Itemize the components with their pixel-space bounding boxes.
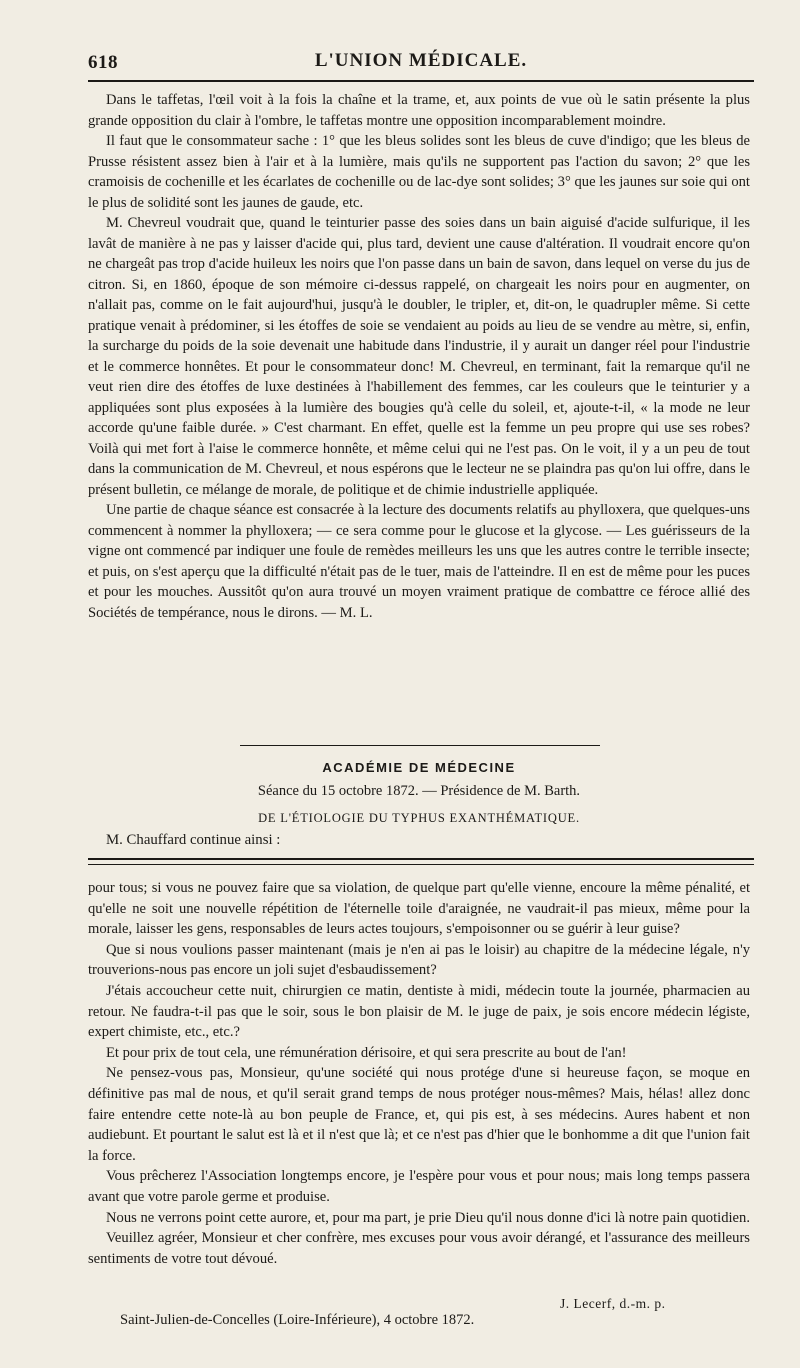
place-date: Saint-Julien-de-Concelles (Loire-Inférieure), 4 octobre 1872. (120, 1312, 475, 1328)
letter-paragraph: J'étais accoucheur cette nuit, chirurgien ce matin, dentiste à midi, médecin toute la journée, pharmacien au retour. Ne faudra-t-il pas que le soir, sous le bon plaisir de M. le juge de paix, je sois encore médecin légiste, expert chimiste, etc., etc.? (88, 982, 750, 1041)
letter-paragraph: Veuillez agréer, Monsieur et cher confrère, mes excuses pour vous avoir dérangé, et l'assurance des meilleurs sentiments de votre tout dévoué. (88, 1230, 750, 1267)
feuilleton-rule-bottom (88, 864, 754, 865)
speaker-line: M. Chauffard continue ainsi : (106, 832, 281, 848)
letter-paragraph: Que si nous voulions passer maintenant (mais je n'en ai pas le loisir) au chapitre de la médecine légale, n'y trouverions-nous pas encore un joli sujet d'esbaudissement? (88, 941, 750, 979)
letter-paragraph: pour tous; si vous ne pouvez faire que sa violation, de quelque part qu'elle vienne, encoure la même pénalité, et qu'elle ne soit une nouvelle répétition de l'éternelle toile d'araignée, ne vaudrait-il pas mieux, même pour la morale, laisser les gens, responsables de leurs actes toujours, s'empoisonner ou se guérir à leur guise? (88, 880, 750, 938)
header-rule (88, 80, 754, 82)
paragraph-consumer: Il faut que le consommateur sache : 1° que les bleus solides sont les bleus de cuve d'indigo; que les bleus de Prusse résistent assez bien à l'air et à la lumière, mais qu'ils ne supportent pas l'action du savon; 2° que les cramoisis de cochenille et les écarlates de cochenille ou de lac-dye sont solides; 3° que les jaunes sur soie qui ont le plus de solidité sont les jaunes de gaude, etc. (88, 133, 750, 211)
seance-line: Séance du 15 octobre 1872. — Présidence de M. Barth. (257, 783, 581, 799)
author-signature: J. Lecerf, d.-m. p. (560, 1296, 666, 1311)
letter-paragraph: Et pour prix de tout cela, une rémunération dérisoire, et qui sera prescrite au bout de l'an! (106, 1044, 627, 1061)
paragraph-taffetas: Dans le taffetas, l'œil voit à la fois la chaîne et la trame, et, aux points de vue où le satin présente la plus grande opposition du clair à l'ombre, le taffetas montre une opposition incomparablement moindre. (88, 92, 750, 129)
paragraph-chevreul: M. Chevreul voudrait que, quand le teinturier passe des soies dans un bain aiguisé d'acide sulfurique, il les lavât de manière à ne pas y laisser d'acide qui, plus tard, devient une cause d'altération. Il voudrait encore qu'on ne chargeât pas trop d'acide huileux les noirs que l'on passe dans un bain de savon, dans lequel on verse du jus de citron. Si, en 1860, époque de son mémoire ci-dessus rappelé, on chargeait les noirs pour en augmenter, on n'allait pas, comme on le fait aujourd'hui, jusqu'à le doubler, le tripler, et, dit-on, le quadrupler même. Si cette pratique venait à prédominer, si les étoffes de soie se vendaient au poids au lieu de se vendre au mètre, si, enfin, la surcharge du poids de la soie devenait une habitude dans l'industrie, il y aurait un danger réel pour l'industrie et le commerce honnêtes. Et pour le consommateur donc! M. Chevreul, en terminant, fait la remarque qu'il ne veut rien dire des étoffes de luxe destinées à l'habillement des femmes, car les couleurs que le teinturier y a appliquées sont plus exposées à la lumière des bougies qu'à celle du soleil, et, ajoute-t-il, « la mode ne leur accorde qu'une faible durée. » C'est charmant. En effet, quelle est la femme un peu propre qui use ses robes? Voilà qui met fort à l'aise le commerce honnête, et même celui qui ne l'est pas. On le voit, il y a un peu de tout dans la communication de M. Chevreul, et nous espérons que le lecteur ne se plaindra pas qu'on lui offre, dans le présent bulletin, ce mélange de morale, de politique et de chimie industrielle appliquée. (88, 215, 750, 498)
feuilleton-letter (88, 878, 750, 1269)
page-number: 618 (88, 52, 118, 73)
letter-paragraph: Ne pensez-vous pas, Monsieur, qu'une société qui nous protége d'une si heureuse façon, se moque en définitive pas mal de nous, et qu'il serait grand temps de nous protéger nous-mêmes? Mais, hélas! allez donc faire entendre cette note-là au bon peuple de France, et, qui pis est, à ses médecins. Aures habent et non audiebunt. Et pourtant le salut est là et il n'est que là; et ce n'est pas d'hier que le bonhomme a dit que l'union fait la force. (88, 1065, 750, 1164)
journal-title: L'UNION MÉDICALE. (314, 50, 528, 71)
subject-heading: DE L'ÉTIOLOGIE DU TYPHUS EXANTHÉMATIQUE. (258, 811, 580, 825)
letter-paragraph: Vous prêcherez l'Association longtemps encore, je l'espère pour vous et pour nous; mais long temps passera avant que votre parole germe et produise. (88, 1168, 750, 1205)
top-article (88, 90, 750, 623)
letter-paragraph: Nous ne verrons point cette aurore, et, pour ma part, je prie Dieu qu'il nous donne d'ici là notre pain quotidien. (106, 1209, 750, 1226)
paragraph-phylloxera: Une partie de chaque séance est consacrée à la lecture des documents relatifs au phylloxera, que quelques-uns commencent à nommer la phylloxera; — ce sera comme pour le glucose et la glycose. — Les guérisseurs de la vigne ont commencé par indiquer une foule de remèdes meilleurs les uns que les autres contre le terrible insecte; et puis, on s'est aperçu que la difficulté n'était pas de le tuer, mais de l'atteindre. Il en est de même pour les puces et pour les mouches. Aussitôt qu'on aura trouvé un moyen vraiment pratique de combattre ce féroce allié des Sociétés de tempérance, nous le dirons. — M. L. (88, 502, 750, 621)
academy-title: ACADÉMIE DE MÉDECINE (322, 760, 516, 775)
page-header (88, 48, 754, 78)
section-divider (240, 745, 600, 746)
feuilleton-rule-top (88, 858, 754, 860)
